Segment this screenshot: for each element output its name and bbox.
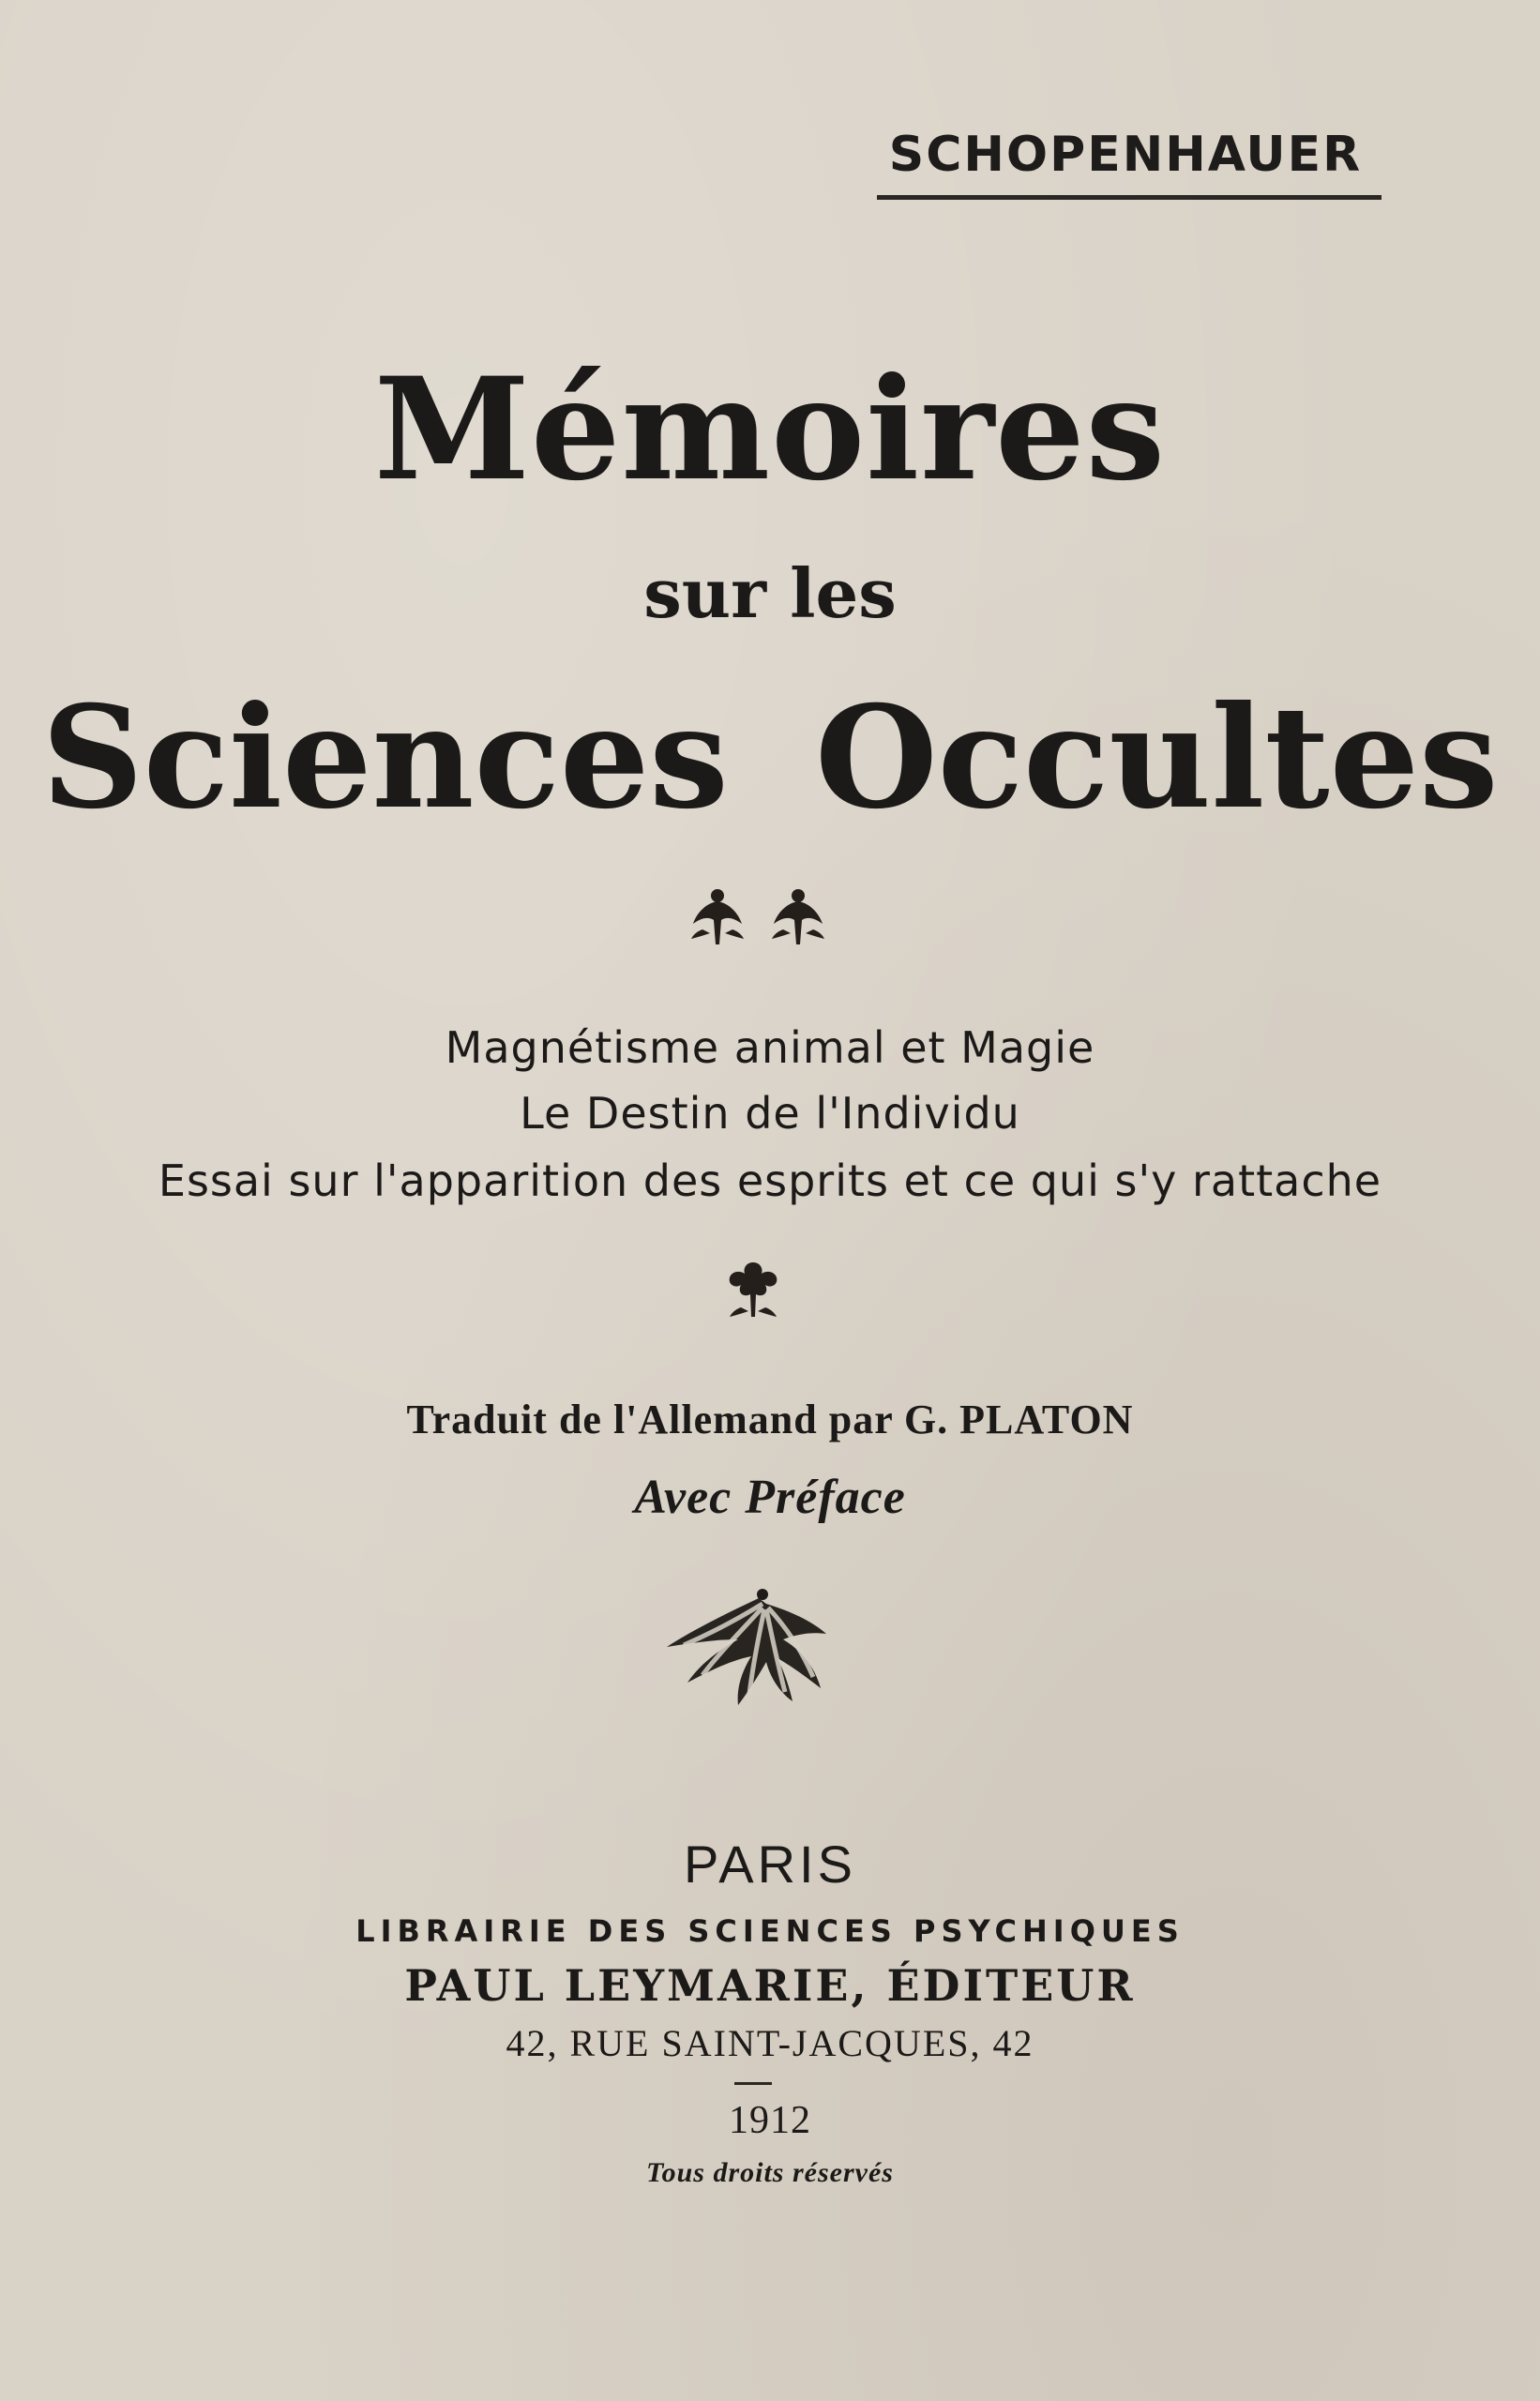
fan-tailpiece-icon <box>661 1585 830 1716</box>
imprint-year: 1912 <box>729 2099 811 2142</box>
title-main: Mémoires <box>373 347 1167 512</box>
fleuron-single-icon <box>722 1257 784 1322</box>
imprint-library: LIBRAIRIE DES SCIENCES PSYCHIQUES <box>355 1913 1185 1949</box>
contents-line-2: Le Destin de l'Individu <box>520 1088 1020 1139</box>
imprint-city: PARIS <box>684 1835 856 1894</box>
imprint-publisher: PAUL LEYMARIE, ÉDITEUR <box>404 1960 1136 2011</box>
preface-note: Avec Préface <box>634 1471 906 1524</box>
translator-line: Traduit de l'Allemand par G. PLATON <box>406 1397 1134 1442</box>
author-name: SCHOPENHAUER <box>888 127 1363 183</box>
title-subject: Sciences Occultes <box>41 675 1499 840</box>
contents-line-1: Magnétisme animal et Magie <box>445 1022 1095 1073</box>
year-divider <box>734 2082 772 2085</box>
fleuron-pair-icon <box>680 882 839 947</box>
title-connector: sur les <box>643 553 897 633</box>
contents-line-3: Essai sur l'apparition des esprits et ce qui s'y rattache <box>158 1155 1382 1206</box>
author-underline <box>877 195 1381 200</box>
rights-notice: Tous droits réservés <box>646 2157 894 2188</box>
imprint-address: 42, RUE SAINT-JACQUES, 42 <box>506 2022 1034 2064</box>
